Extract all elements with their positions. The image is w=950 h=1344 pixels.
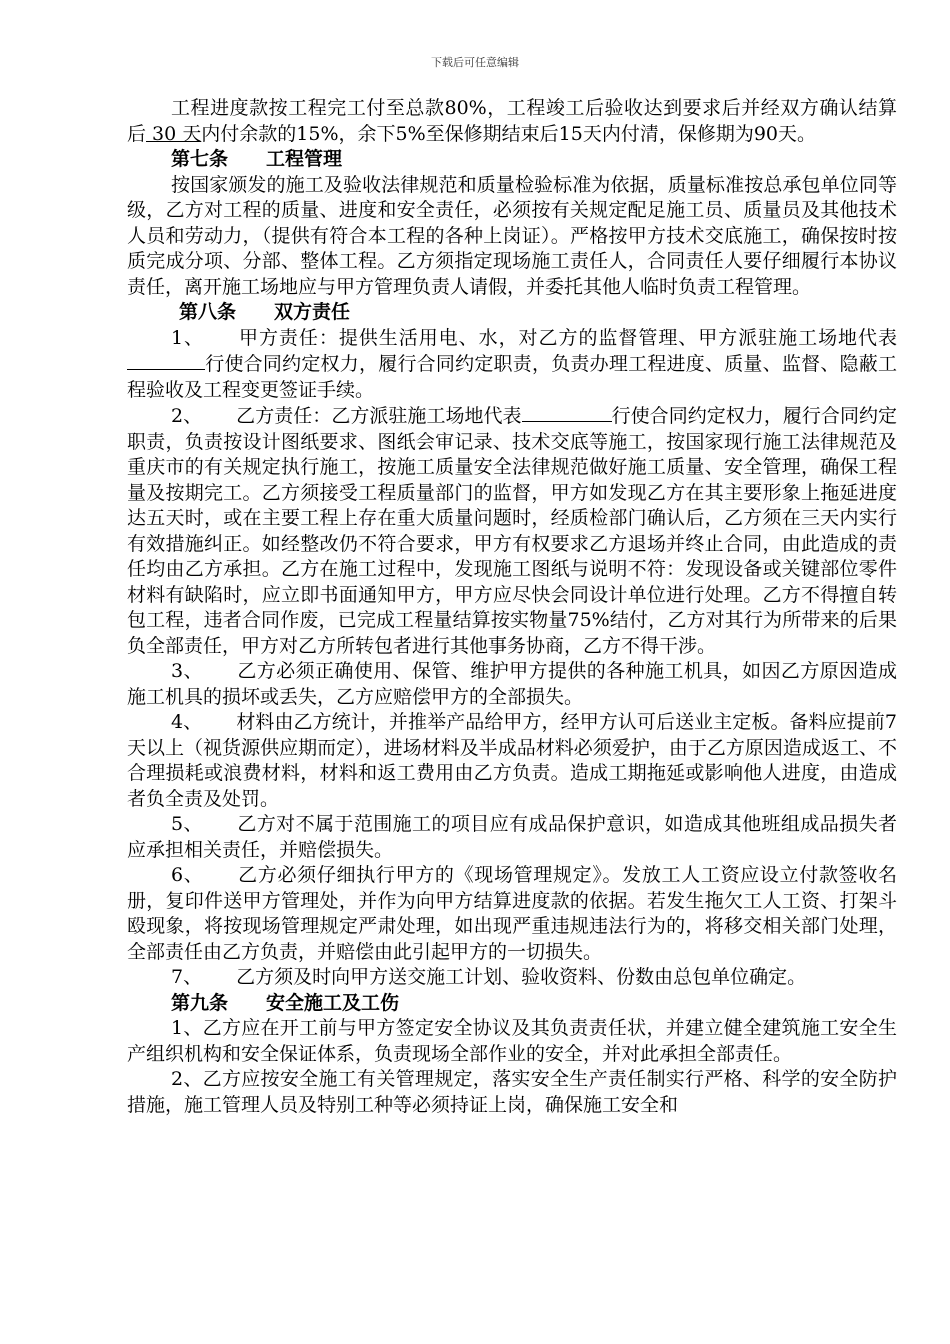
item-number: 1、 xyxy=(171,326,205,349)
article-7-heading xyxy=(127,147,897,173)
article-8-item-6 xyxy=(127,863,897,965)
article-7-title: 工程管理 xyxy=(266,148,343,170)
item-text: 乙方必须正确使用、保管、维护甲方提供的各种施工机具，如因乙方原因造成施工机具的损坏或丢失，乙方应赔偿甲方的全部损失。 xyxy=(127,660,897,708)
article-8-item-7 xyxy=(127,965,897,991)
article-9-item-2: 2、乙方应按安全施工有关管理规定，落实安全生产责任制实行严格、科学的安全防护措施，施工管理人员及特别工种等必须持证上岗，确保施工安全和 xyxy=(127,1068,897,1116)
article-8-label: 第八条 xyxy=(179,301,237,323)
item-number: 3、 xyxy=(171,660,203,682)
article-7-body: 按国家颁发的施工及验收法律规范和质量检验标准为依据，质量标准按总承包单位同等级，乙方对工程的质量、进度和安全责任，必须按有关规定配足施工员、质量员及其他技术人员和劳动力，（提供有符合本工程的各种上岗证）。严格按甲方技术交底施工，确保按时按质完成分项、分部、整体工程。乙方须指定现场施工责任人，合同责任人要仔细履行本协议责任，离开施工场地应与甲方管理负责人请假，并委托其他人临时负责工程管理。 xyxy=(127,173,897,298)
document-body xyxy=(127,96,897,1118)
article-8-title: 双方责任 xyxy=(274,301,351,323)
blank-line xyxy=(127,351,205,370)
payment-paragraph xyxy=(127,96,897,147)
article-8-item-5 xyxy=(127,812,897,863)
item-number: 6、 xyxy=(171,864,204,886)
item-text: 乙方对不属于范围施工的项目应有成品保护意识，如造成其他班组成品损失者应承担相关责任，并赔偿损失。 xyxy=(127,813,897,861)
item-text: 乙方责任：乙方派驻施工场地代表 xyxy=(236,405,522,427)
item-text: 乙方须及时向甲方送交施工计划、验收资料、份数由总包单位确定。 xyxy=(236,966,807,988)
item-number: 5、 xyxy=(171,813,203,835)
article-9-heading xyxy=(127,991,897,1017)
page-header-note: 下载后可任意编辑 xyxy=(431,56,519,69)
item-text: 甲方责任：提供生活用电、水，对乙方的监督管理、甲方派驻施工场地代表 xyxy=(238,326,897,349)
article-9-item-1: 1、乙方应在开工前与甲方签定安全协议及其负责责任状，并建立健全建筑施工安全生产组织机构和安全保证体系，负责现场全部作业的安全，并对此承担全部责任。 xyxy=(127,1017,897,1065)
article-8-item-3 xyxy=(127,659,897,710)
item-text: 乙方必须仔细执行甲方的《现场管理规定》。发放工人工资应设立付款签收名册，复印件送甲方管理处，并作为向甲方结算进度款的依据。若发生拖欠工人工资、打架斗殴现象，将按现场管理规定严肃处理，如出现严重违规违法行为的，将移交相关部门处理，全部责任由乙方负责，并赔偿由此引起甲方的一切损失。 xyxy=(127,864,897,963)
article-8-heading xyxy=(127,300,897,326)
article-9-title: 安全施工及工伤 xyxy=(266,991,400,1014)
item-text-continued: 行使合同约定权力，履行合同约定职责，负责按设计图纸要求、图纸会审记录、技术交底等施工，按国家现行施工法律规范及重庆市的有关规定执行施工，按施工质量安全法律规范做好施工质量、安全管理，确保工程量及按期完工。乙方须接受工程质量部门的监督，甲方如发现乙方在其主要形象上拖延进度达五天时，或在主要工程上存在重大质量问题时，经质检部门确认后，乙方须在三天内实行有效措施纠正。如经整改仍不符合要求，甲方有权要求乙方退场并终止合同，由此造成的责任均由乙方承担。乙方在施工过程中，发现施工图纸与说明不符：发现设备或关键部位零件材料有缺陷时，应立即书面通知甲方，甲方应尽快会同设计单位进行处理。乙方不得擅自转包工程，违者合同作废，已完成工程量结算按实物量75%结付，乙方对其行为所带来的后果负全部责任，甲方对乙方所转包者进行其他事务协商，乙方不得干涉。 xyxy=(127,405,897,657)
payment-days-underlined: 30 天 xyxy=(146,122,202,145)
article-8-item-1 xyxy=(127,326,897,404)
article-9-label: 第九条 xyxy=(171,991,229,1014)
article-8-item-2 xyxy=(127,403,897,659)
item-text: 材料由乙方统计，并推举产品给甲方，经甲方认可后送业主定板。备料应提前7天以上（视货源供应期而定），进场材料及半成品材料必须爱护，由于乙方原因造成返工、不合理损耗或浪费材料，材料和返工费用由乙方负责。造成工期拖延或影响他人进度，由造成者负全责及处罚。 xyxy=(127,711,898,810)
article-7-label: 第七条 xyxy=(171,148,229,170)
payment-text-b: 内付余款的15%，余下5%至保修期结束后15天内付清，保修期为90天。 xyxy=(201,122,817,145)
blank-line xyxy=(522,403,612,422)
item-text-continued: 行使合同约定权力，履行合同约定职责，负责办理工程进度、质量、监督、隐蔽工程验收及工程变更签证手续。 xyxy=(127,353,897,401)
payment-text-a: 工程进度款按工程完工付至总款80%，工程竣工后验收达到要求后并经双方确认结算后 xyxy=(127,97,897,145)
item-number: 7、 xyxy=(171,966,203,988)
item-number: 4、 xyxy=(171,711,203,733)
article-8-item-4 xyxy=(127,710,897,812)
item-number: 2、 xyxy=(171,405,203,427)
